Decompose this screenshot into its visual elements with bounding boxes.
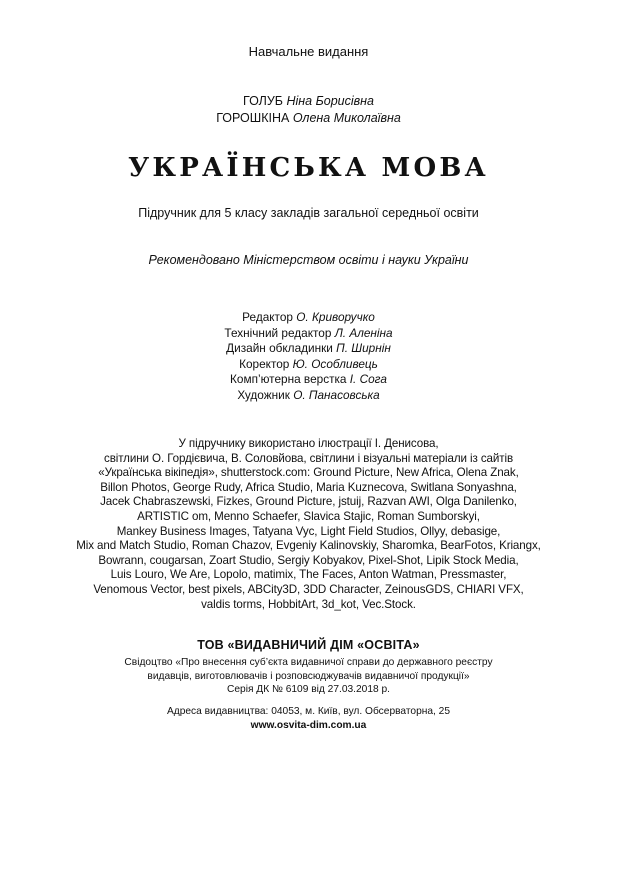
publisher-certificate — [0, 656, 617, 697]
illustrations-line: Billon Photos, George Rudy, Africa Studio, Maria Kuznecova, Switlana Sonyashna, — [100, 480, 517, 494]
credit-name: О. Панасовська — [293, 387, 380, 402]
credit-name: І. Сога — [349, 372, 387, 387]
author-surname: ГОРОШКІНА — [216, 111, 290, 125]
author-name: Ніна Борисівна — [286, 94, 374, 108]
book-subtitle: Підручник для 5 класу закладів загальної середньої освіти — [138, 206, 479, 220]
publisher-name: ТОВ «ВИДАВНИЧИЙ ДІМ «ОСВІТА» — [197, 638, 420, 652]
credit-role: Художник — [237, 387, 290, 402]
authors-block — [0, 93, 617, 127]
illustrations-line: світлини О. Гордієвича, В. Соловйова, світлини і візуальні матеріали із сайтів — [104, 451, 513, 465]
credit-line — [0, 357, 617, 373]
credit-name: О. Криворучко — [296, 310, 375, 324]
credit-name: Ю. Особливець — [292, 356, 378, 371]
edition-type: Навчальне видання — [248, 44, 369, 59]
credit-role: Коректор — [239, 356, 290, 371]
certificate-line: видавців, виготовлювачів і розповсюджувачів видавничої продукції» — [147, 670, 470, 682]
book-title: УКРАЇНСЬКА МОВА — [128, 153, 489, 183]
credit-line — [0, 310, 617, 326]
credit-line — [0, 372, 617, 388]
credit-line — [0, 388, 617, 404]
credit-line — [0, 341, 617, 357]
author-2 — [0, 110, 617, 127]
certificate-line: Серія ДК № 6109 від 27.03.2018 р. — [227, 684, 390, 696]
publisher-website[interactable]: www.osvita-dim.com.ua — [250, 720, 367, 731]
illustrations-line: valdis torms, HobbitArt, 3d_kot, Vec.Stock. — [201, 597, 416, 611]
illustrations-line: У підручнику використано ілюстрації І. Денисова, — [178, 437, 439, 450]
illustrations-line: Bowrann, cougarsan, Zoart Studio, Sergiy Kobyakov, Pixel-Shot, Lipik Stock Media, — [98, 553, 519, 567]
illustrations-line: Venomous Vector, best pixels, ABCity3D, 3DD Character, ZeinousGDS, CHIARI VFX, — [93, 582, 524, 596]
credit-role: Дизайн обкладинки — [226, 341, 333, 356]
illustrations-line: Mankey Business Images, Tatyana Vyc, Light Field Studios, Ollyy, debasige, — [116, 524, 501, 538]
publisher-contacts — [0, 705, 617, 733]
illustrations-line: «Українська вікіпедія», shutterstock.com: Ground Picture, New Africa, Olena Znak, — [98, 466, 519, 480]
credit-line — [0, 326, 617, 342]
author-name: Олена Миколаївна — [292, 111, 401, 125]
credit-role: Комп’ютерна верстка — [230, 372, 347, 387]
illustrations-line: Jacek Chabraszewski, Fizkes, Ground Picture, jstuij, Razvan AWI, Olga Danilenko, — [100, 495, 517, 509]
ministry-recommendation: Рекомендовано Міністерством освіти і науки України — [148, 253, 469, 267]
credit-role: Редактор — [242, 310, 293, 324]
credit-name: П. Ширнін — [336, 341, 391, 356]
illustrations-credits — [0, 437, 617, 612]
credits-block — [0, 310, 617, 404]
illustrations-line: Luis Louro, We Are, Lopolo, matimix, The Faces, Anton Watman, Pressmaster, — [110, 568, 507, 582]
credit-role: Технічний редактор — [224, 325, 332, 340]
author-1 — [0, 93, 617, 110]
illustrations-line: ARTISTIC om, Menno Schaefer, Slavica Stajic, Roman Sumborskyi, — [137, 509, 480, 523]
author-surname: ГОЛУБ — [243, 94, 284, 108]
illustrations-line: Mix and Match Studio, Roman Chazov, Evgeniy Kalinovskiy, Sharomka, BearFotos, Kriangx, — [76, 539, 541, 553]
credit-name: Л. Аленіна — [334, 325, 393, 340]
publisher-address: Адреса видавництва: 04053, м. Київ, вул. Обсерваторна, 25 — [166, 706, 451, 717]
certificate-line: Свідоцтво «Про внесення суб’єкта видавничої справи до державного реєстру — [124, 657, 493, 668]
